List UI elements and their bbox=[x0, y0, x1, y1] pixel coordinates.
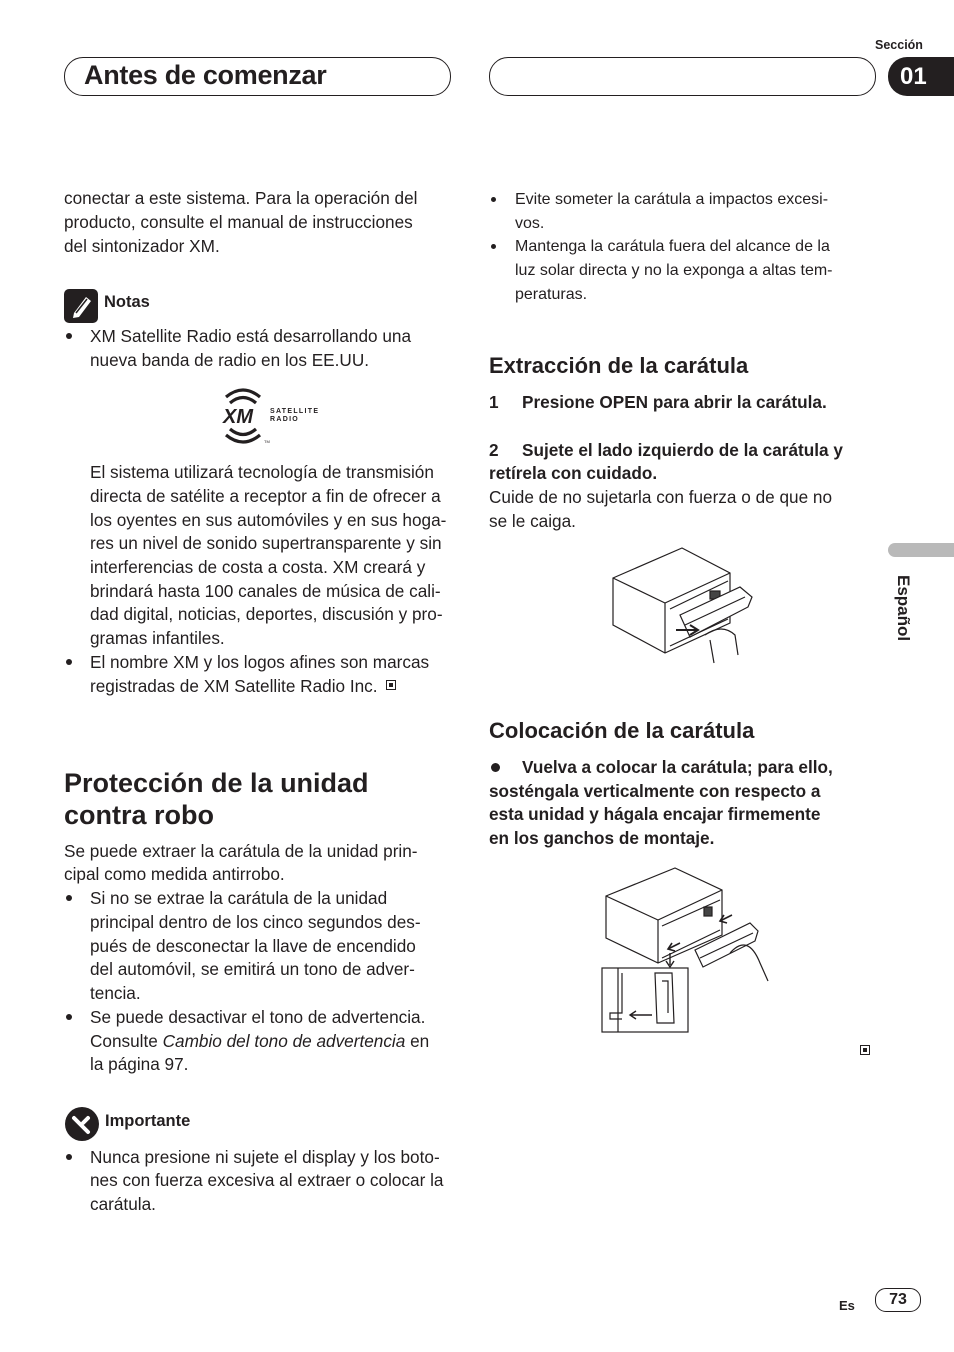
section-heading: Protección de la unidad bbox=[64, 768, 369, 798]
step-text: Vuelva a colocar la carátula; para ello, bbox=[522, 757, 833, 777]
language-label: Español bbox=[894, 575, 913, 642]
step-text: esta unidad y hágala encajar firmemente bbox=[489, 804, 821, 824]
text-line: producto, consulte el manual de instrucciones bbox=[64, 212, 413, 232]
text-line bbox=[90, 1030, 429, 1054]
bullet-dot bbox=[66, 1014, 72, 1020]
text-line: luz solar directa y no la exponga a altas tem- bbox=[515, 262, 833, 279]
text-line: El sistema utilizará tecnología de transmisión bbox=[90, 462, 434, 482]
svg-text:XM: XM bbox=[223, 406, 253, 428]
subsection-heading: Extracción de la carátula bbox=[489, 353, 749, 378]
text-line: del automóvil, se emitirá un tono de adver- bbox=[90, 959, 415, 979]
text-line: dad digital, noticias, deportes, discusión y pro- bbox=[90, 604, 443, 624]
step-text: Sujete el lado izquierdo de la carátula y bbox=[522, 440, 843, 460]
logo-text: RADIO bbox=[270, 416, 300, 423]
text-line: nueva banda de radio en los EE.UU. bbox=[90, 350, 370, 370]
text-line: interferencias de costa a costa. XM creará y bbox=[90, 557, 426, 577]
text-line: El nombre XM y los logos afines son marcas bbox=[90, 652, 430, 672]
text-line: brindará hasta 100 canales de música de cali- bbox=[90, 581, 441, 601]
step-text: sosténgala verticalmente con respecto a bbox=[489, 781, 821, 801]
text-line: registradas de XM Satellite Radio Inc. bbox=[90, 676, 378, 696]
text-line: Mantenga la carátula fuera del alcance de la bbox=[515, 238, 830, 255]
text-line: vos. bbox=[515, 215, 545, 232]
text-line: principal dentro de los cinco segundos des- bbox=[90, 912, 421, 932]
text-line: Se puede desactivar el tono de advertencia. bbox=[90, 1007, 426, 1027]
important-heading: Importante bbox=[105, 1112, 191, 1130]
step-text: Presione OPEN para abrir la carátula. bbox=[522, 392, 827, 412]
page-number: 73 bbox=[875, 1288, 921, 1312]
pencil-icon bbox=[64, 289, 98, 323]
text-line: se le caiga. bbox=[489, 511, 576, 531]
bullet-dot bbox=[66, 659, 72, 665]
xm-satellite-radio-logo bbox=[220, 385, 330, 447]
text-line: pués de desconectar la llave de encendido bbox=[90, 936, 416, 956]
cross-reference-link[interactable]: Cambio del tono de advertencia bbox=[162, 1031, 406, 1051]
text-line: cipal como medida antirrobo. bbox=[64, 864, 285, 884]
text-line: gramas infantiles. bbox=[90, 628, 225, 648]
step-number: 2 bbox=[489, 440, 499, 460]
text-line: peraturas. bbox=[515, 286, 588, 303]
text-line: los oyentes en sus automóviles y en sus hoga- bbox=[90, 510, 447, 530]
text-line: carátula. bbox=[90, 1194, 156, 1214]
section-heading: contra robo bbox=[64, 800, 215, 830]
faceplate-removal-illustration bbox=[610, 545, 770, 670]
language-code: Es bbox=[839, 1298, 855, 1313]
subsection-heading: Colocación de la carátula bbox=[489, 718, 755, 743]
step-text: en los ganchos de montaje. bbox=[489, 828, 715, 848]
faceplate-attach-illustration bbox=[600, 863, 770, 1033]
bullet-dot bbox=[66, 895, 72, 901]
bullet-dot bbox=[66, 333, 72, 339]
text-line: Evite someter la carátula a impactos excesi- bbox=[515, 191, 829, 208]
important-icon bbox=[64, 1106, 100, 1142]
bullet-dot bbox=[491, 763, 500, 772]
text-line: Cuide de no sujetarla con fuerza o de que no bbox=[489, 487, 833, 507]
step-number: 1 bbox=[489, 392, 499, 412]
text-line: res un nivel de sonido supertransparente y sin bbox=[90, 533, 442, 553]
text-line: la página 97. bbox=[90, 1054, 189, 1074]
end-mark-icon bbox=[386, 680, 396, 690]
bullet-dot bbox=[66, 1154, 72, 1160]
end-mark-icon bbox=[860, 1045, 870, 1055]
text-line: directa de satélite a receptor a fin de ofrecer a bbox=[90, 486, 441, 506]
text-line: nes con fuerza excesiva al extraer o colocar la bbox=[90, 1170, 444, 1190]
text-line: Nunca presione ni sujete el display y los boto- bbox=[90, 1147, 440, 1167]
text-line: Se puede extraer la carátula de la unidad prin- bbox=[64, 841, 418, 861]
text-line: tencia. bbox=[90, 983, 141, 1003]
notes-heading: Notas bbox=[104, 293, 150, 311]
bullet-dot bbox=[491, 244, 496, 249]
language-tab-marker bbox=[888, 543, 954, 557]
section-label: Sección bbox=[875, 38, 923, 52]
text-line: XM Satellite Radio está desarrollando una bbox=[90, 326, 412, 346]
text-line: del sintonizador XM. bbox=[64, 236, 220, 256]
bullet-dot bbox=[491, 197, 496, 202]
page-header-title: Antes de comenzar bbox=[84, 60, 327, 90]
svg-text:TM: TM bbox=[264, 439, 270, 444]
logo-text: SATELLITE bbox=[270, 408, 320, 415]
text-line: Si no se extrae la carátula de la unidad bbox=[90, 888, 388, 908]
text-line: conectar a este sistema. Para la operación del bbox=[64, 188, 418, 208]
text-span: Consulte bbox=[90, 1031, 163, 1051]
text-span: en bbox=[405, 1031, 430, 1051]
section-number-badge: 01 bbox=[888, 57, 954, 96]
step-text: retírela con cuidado. bbox=[489, 463, 658, 483]
header-empty-frame bbox=[489, 57, 876, 96]
